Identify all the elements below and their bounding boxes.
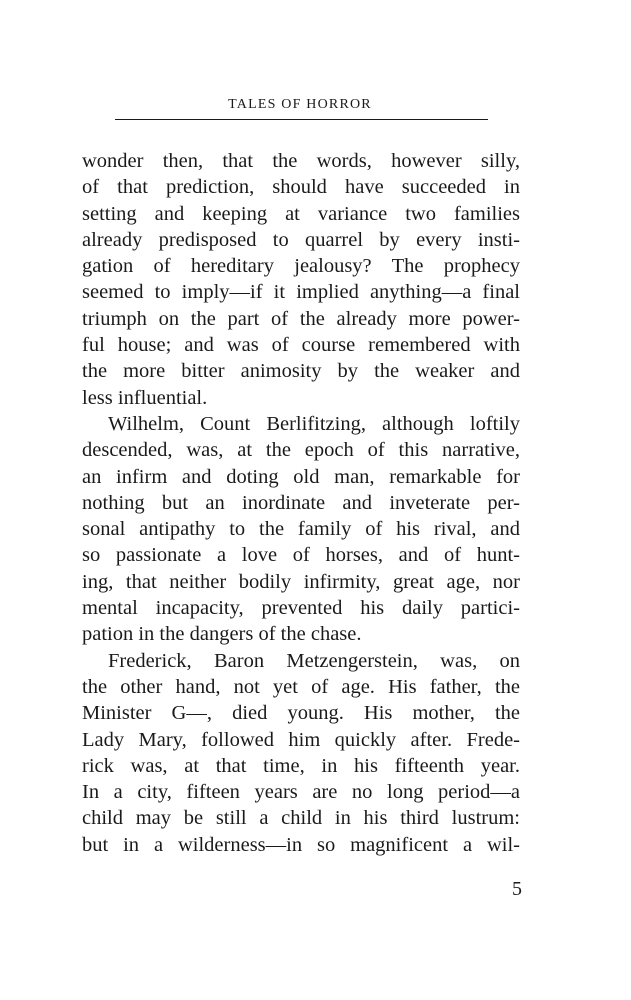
header-rule bbox=[115, 119, 488, 120]
text-line: of that prediction, should have succeeded in bbox=[82, 176, 520, 199]
text-line: but in a wilderness—in so magnificent a wil- bbox=[82, 833, 520, 856]
text-line: so passionate a love of horses, and of hunt- bbox=[82, 544, 520, 567]
text-line: Wilhelm, Count Berlifitzing, although loftily bbox=[108, 412, 520, 435]
text-line: In a city, fifteen years are no long period—a bbox=[82, 781, 520, 804]
text-line: gation of hereditary jealousy? The prophecy bbox=[82, 255, 520, 278]
page-number: 5 bbox=[512, 878, 522, 900]
body-text bbox=[82, 148, 520, 858]
text-line: sonal antipathy to the family of his rival, and bbox=[82, 518, 520, 541]
text-line: child may be still a child in his third lustrum: bbox=[82, 807, 520, 830]
text-line: less influential. bbox=[82, 386, 208, 409]
text-line: pation in the dangers of the chase. bbox=[82, 623, 362, 646]
text-line: Frederick, Baron Metzengerstein, was, on bbox=[108, 649, 520, 672]
text-line: wonder then, that the words, however silly, bbox=[82, 150, 520, 172]
running-head: TALES OF HORROR bbox=[228, 97, 372, 112]
text-line: nothing but an inordinate and inveterate per- bbox=[82, 491, 520, 514]
text-line: Minister G—, died young. His mother, the bbox=[82, 702, 520, 725]
text-line: ful house; and was of course remembered with bbox=[82, 334, 520, 357]
text-line: seemed to imply—if it implied anything—a final bbox=[82, 281, 520, 304]
text-line: already predisposed to quarrel by every insti- bbox=[82, 228, 520, 251]
text-line: mental incapacity, prevented his daily partici- bbox=[82, 597, 520, 620]
text-line: rick was, at that time, in his fifteenth year. bbox=[82, 754, 520, 777]
text-line: descended, was, at the epoch of this narrative, bbox=[82, 439, 520, 462]
text-line: ing, that neither bodily infirmity, great age, nor bbox=[82, 570, 520, 593]
text-line: setting and keeping at variance two families bbox=[82, 202, 520, 225]
text-line: an infirm and doting old man, remarkable for bbox=[82, 465, 520, 488]
text-line: triumph on the part of the already more power- bbox=[82, 307, 520, 330]
text-line: the more bitter animosity by the weaker and bbox=[82, 360, 520, 383]
text-line: the other hand, not yet of age. His father, the bbox=[82, 675, 520, 698]
text-line: Lady Mary, followed him quickly after. Frede- bbox=[82, 728, 520, 751]
